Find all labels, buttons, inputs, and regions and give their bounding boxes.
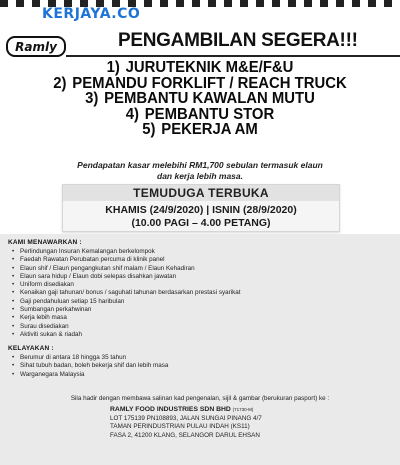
interview-title: TEMUDUGA TERBUKA (63, 185, 339, 201)
company-reg-no: (71730-M) (232, 407, 254, 412)
interview-time: (10.00 PAGI – 4.00 PETANG) (131, 217, 271, 229)
page-title: PENGAMBILAN SEGERA!!! (118, 30, 358, 51)
ramly-logo (6, 36, 66, 57)
list-item: • Elaun sara hidup / Elaun dobi selepas disahkan jawatan (12, 272, 177, 280)
job-item: 5) PEKERJA AM (142, 121, 258, 138)
list-item: • Warganegara Malaysia (12, 370, 85, 378)
address-line: LOT 175139 PN108893, JALAN SUNGAI PINANG 4/7 (110, 414, 262, 422)
requirements-heading: KELAYAKAN : (8, 345, 54, 352)
list-item: • Uniform disediakan (12, 281, 74, 289)
interview-box (62, 184, 340, 232)
job-list (0, 60, 400, 138)
list-item: • Sumbangan perkahwinan (12, 306, 92, 314)
list-item: • Surau disediakan (12, 322, 69, 330)
address-line: FASA 2, 41200 KLANG, SELANGOR DARUL EHSAN (110, 431, 260, 439)
list-item: • Faedah Rawatan Perubatan percuma di klinik panel (12, 256, 165, 264)
interview-dates: KHAMIS (24/9/2020) | ISNIN (28/9/2020) (105, 204, 297, 216)
offer-list (12, 248, 241, 339)
job-item: 2) PEMANDU FORKLIFT / REACH TRUCK (53, 74, 347, 92)
job-item: 4) PEMBANTU STOR (125, 105, 275, 123)
job-item: 3) PEMBANTU KAWALAN MUTU (85, 90, 315, 107)
job-item: 1) JURUTEKNIK M&E/F&U (106, 59, 294, 76)
list-item: • Elaun shif / Elaun pengangkutan shif malam / Elaun Kehadiran (12, 264, 195, 272)
address-line: TAMAN PERINDUSTRIAN PULAU INDAH (KS11) (110, 423, 250, 430)
salary-note: Pendapatan kasar melebihi RM1,700 sebulan termasuk elaun dan kerja lebih masa. (77, 160, 323, 181)
list-item: • Kenaikan gaji tahunan/ bonus / saguhati tahunan berdasarkan prestasi syarikat (12, 289, 241, 297)
list-item: • Sihat tubuh badan, boleh bekerja shif dan lebih masa (12, 362, 169, 370)
list-item: • Kerja lebih masa (12, 314, 67, 322)
offer-heading: KAMI MENAWARKAN : (8, 239, 82, 246)
logo-text: Ramly (15, 39, 57, 54)
company-name: RAMLY FOOD INDUSTRIES SDN BHD (110, 406, 231, 413)
title-underline (66, 55, 400, 57)
list-item: • Gaji pendahuluan setiap 15 haribulan (12, 297, 125, 305)
watermark: KERJAYA.CO (42, 6, 141, 22)
requirements-list (12, 354, 168, 379)
contact-intro: Sila hadir dengan membawa salinan kad pengenalan, sijil & gambar (berukuran pasport) ke : (70, 395, 330, 402)
list-item: • Aktiviti sukan & riadah (12, 330, 82, 338)
contact-block (110, 406, 310, 440)
list-item: • Berumur di antara 18 hingga 35 tahun (12, 354, 127, 361)
list-item: • Perlindungan Insuran Kemalangan berkelompok (12, 248, 155, 255)
